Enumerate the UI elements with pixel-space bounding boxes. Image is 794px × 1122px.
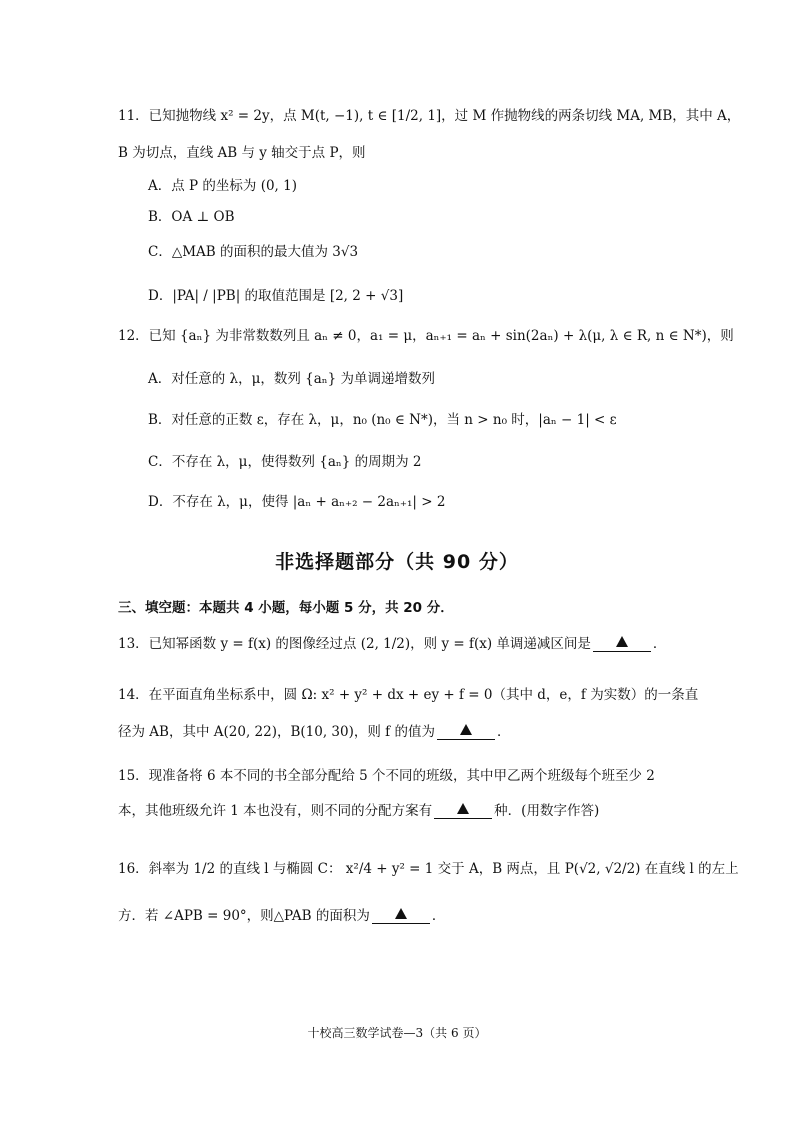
q15-line1: 15．现准备将 6 本不同的书全部分配给 5 个不同的班级，其中甲乙两个班级每个班至少 2 — [118, 768, 655, 784]
q12-option-d: D．不存在 λ，μ，使得 |aₙ + aₙ₊₂ − 2aₙ₊₁| > 2 — [148, 494, 446, 510]
page-footer: 十校高三数学试卷—3（共 6 页） — [307, 1026, 487, 1040]
q16-line1: 16．斜率为 1/2 的直线 l 与椭圆 C： x²/4 + y² = 1 交于 A，B 两点，且 P(√2, √2/2) 在直线 l 的左上 — [118, 861, 739, 877]
answer-blank — [372, 908, 430, 924]
q13-text: 13．已知幂函数 y = f(x) 的图像经过点 (2, 1/2)，则 y = f(x) 单调递减区间是 — [118, 636, 591, 652]
q15-text: 本，其他班级允许 1 本也没有，则不同的分配方案有 — [118, 803, 433, 819]
triangle-icon — [395, 908, 407, 919]
q11-option-c: C．△MAB 的面积的最大值为 3√3 — [148, 244, 359, 260]
q14-end: ． — [496, 724, 511, 740]
q16-line2 — [118, 906, 445, 926]
q14-line1: 14．在平面直角坐标系中，圆 Ω: x² + y² + dx + ey + f = 0（其中 d，e，f 为实数）的一条直 — [118, 687, 699, 703]
section-3-heading: 三、填空题：本题共 4 小题，每小题 5 分，共 20 分． — [118, 600, 454, 616]
q11-option-a: A．点 P 的坐标为 (0, 1) — [148, 178, 298, 194]
q12-stem: 12．已知 {aₙ} 为非常数数列且 aₙ ≠ 0，a₁ = μ，aₙ₊₁ = aₙ + sin(2aₙ) + λ(μ, λ ∈ R, n ∈ N*)，则 — [118, 328, 734, 344]
answer-blank — [434, 803, 492, 819]
triangle-icon — [460, 724, 472, 735]
q16-text: 方．若 ∠APB = 90°，则△PAB 的面积为 — [118, 908, 370, 924]
q11-stem-line1: 11．已知抛物线 x² = 2y，点 M(t, −1), t ∈ [1/2, 1]，过 M 作抛物线的两条切线 MA, MB，其中 A， — [118, 108, 741, 124]
answer-blank — [437, 724, 495, 740]
section-title: 非选择题部分（共 90 分） — [275, 551, 519, 573]
q15-line2 — [118, 801, 599, 821]
triangle-icon — [616, 636, 628, 647]
triangle-icon — [457, 803, 469, 814]
q13 — [118, 634, 666, 654]
q14-line2 — [118, 722, 510, 742]
q13-end: ． — [652, 636, 667, 652]
q11-stem-line2: B 为切点，直线 AB 与 y 轴交于点 P，则 — [118, 145, 366, 161]
q16-end: ． — [431, 908, 446, 924]
q12-option-c: C．不存在 λ，μ，使得数列 {aₙ} 的周期为 2 — [148, 454, 422, 470]
answer-blank — [593, 636, 651, 652]
q15-end: 种．(用数字作答) — [494, 803, 600, 819]
q11-option-d: D．|PA| / |PB| 的取值范围是 [2, 2 + √3] — [148, 288, 404, 304]
q14-text: 径为 AB，其中 A(20, 22)，B(10, 30)，则 f 的值为 — [118, 724, 435, 740]
q12-option-b: B．对任意的正数 ε，存在 λ，μ，n₀ (n₀ ∈ N*)，当 n > n₀ 时，|aₙ − 1| < ε — [148, 412, 617, 428]
q11-option-b: B．OA ⊥ OB — [148, 209, 235, 225]
q12-option-a: A．对任意的 λ，μ，数列 {aₙ} 为单调递增数列 — [148, 371, 436, 387]
